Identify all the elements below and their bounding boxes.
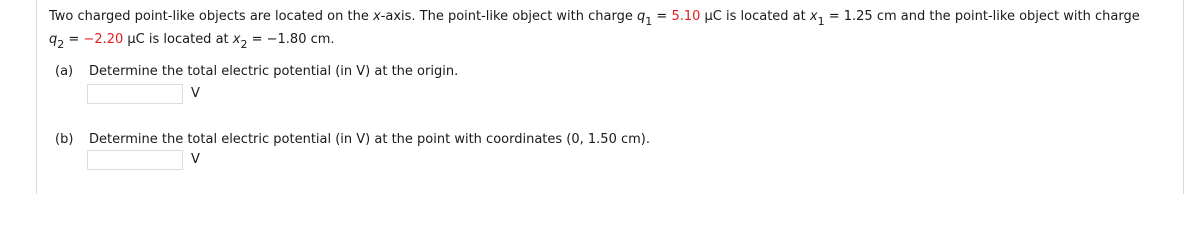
x2-subscript: 2 — [240, 38, 248, 51]
q2-value: −2.20 — [83, 32, 124, 47]
x1-text: = 1.25 cm and the point-like object with charge — [824, 9, 1140, 24]
q2-unit-text: μC is located at — [123, 32, 233, 47]
x-axis-symbol: x — [372, 9, 381, 24]
part-a-question: Determine the total electric potential (in V) at the origin. — [89, 64, 459, 79]
intro-text-1: Two charged point-like objects are located on the — [49, 9, 373, 24]
q2-subscript: 2 — [57, 38, 65, 51]
part-b-label: (b) — [55, 132, 74, 147]
intro-text-2: -axis. The point-like object with charge — [380, 9, 637, 24]
q1-symbol: q — [637, 9, 646, 24]
q2-symbol: q — [49, 32, 58, 47]
part-a-answer-input[interactable] — [87, 84, 183, 104]
q2-equals: = — [64, 32, 84, 47]
problem-statement-line-1 — [49, 9, 1140, 28]
x1-subscript: 1 — [817, 15, 825, 28]
x1-symbol: x — [809, 9, 818, 24]
q1-equals: = — [652, 9, 672, 24]
problem-statement-line-2 — [49, 32, 335, 51]
x2-symbol: x — [232, 32, 241, 47]
q1-value: 5.10 — [671, 9, 701, 24]
x2-text: = −1.80 cm. — [247, 32, 335, 47]
part-b-prompt — [55, 132, 650, 148]
part-b-question: Determine the total electric potential (in V) at the point with coordinates (0, 1.50 cm). — [89, 132, 650, 147]
q1-unit-text: μC is located at — [700, 9, 810, 24]
part-b-answer-input[interactable] — [87, 150, 183, 170]
q1-subscript: 1 — [645, 15, 653, 28]
right-border-rule — [1183, 0, 1184, 194]
part-b-unit: V — [191, 152, 200, 167]
part-a-unit: V — [191, 86, 200, 101]
part-a-prompt — [55, 64, 458, 80]
part-a-label: (a) — [55, 64, 74, 79]
left-border-rule — [36, 0, 37, 194]
